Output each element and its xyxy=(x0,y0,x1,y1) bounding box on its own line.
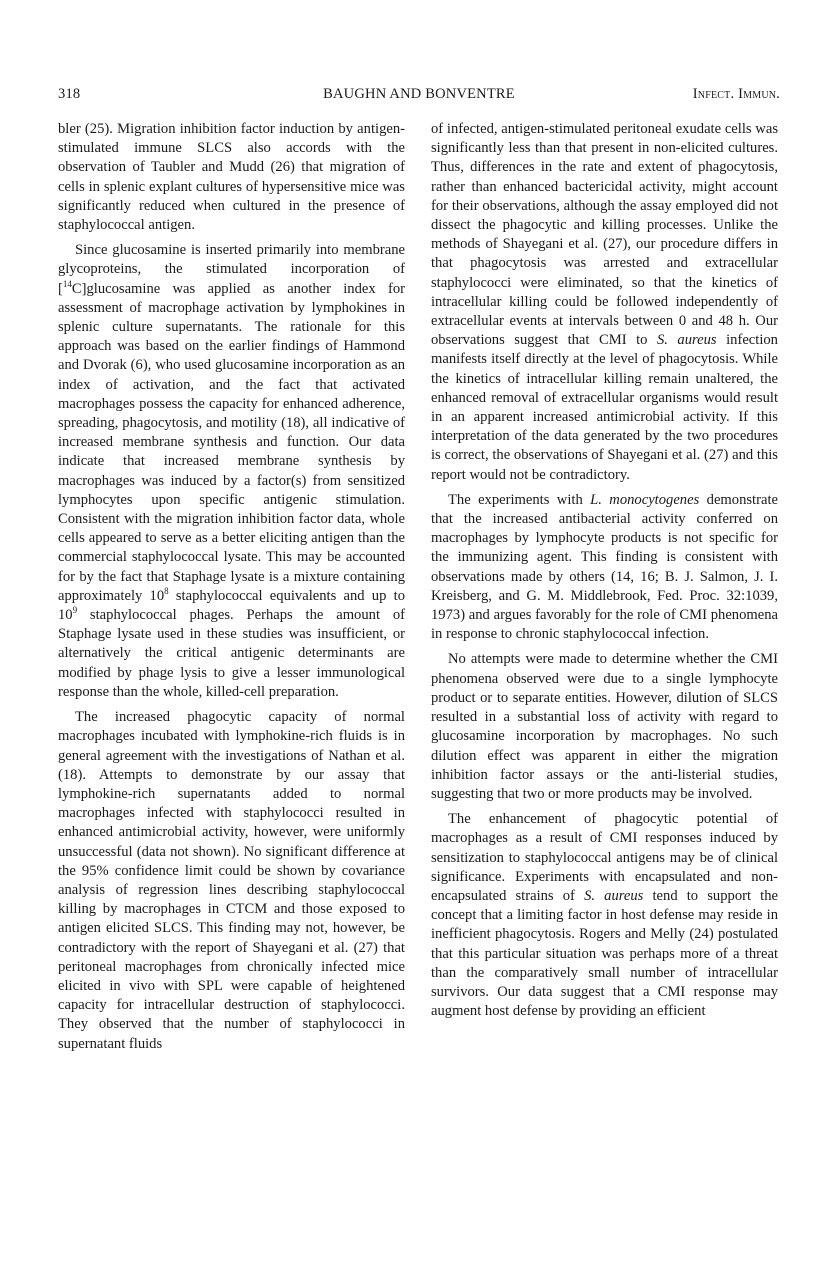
paragraph: The increased phagocytic capacity of normal macrophages incubated with lymphokine-rich fluids is in general agreement with the investigations of Nathan et al. (18). Attempts to demonstrate by our assay that lymphokine-rich supernatants added to normal macrophages infected with staphylococci resulted in enhanced antimicrobial activity, however, were uniformly unsuccessful (data not shown). No significant difference at the 95% confidence limit could be shown by covariance analysis of regression lines describing staphylococcal killing by macrophages in CTCM and those exposed to antigen elicited SLCS. This finding may not, however, be contradictory with the report of Shayegani et al. (27) that peritoneal macrophages from chronically infected mice elicited in vivo with SPL were capable of heightened capacity for intracellular destruction of staphylococci. They observed that the number of staphylococci in supernatant fluids xyxy=(58,709,405,1052)
paragraph: The experiments with L. monocytogenes demonstrate that the increased antibacterial activity conferred on macrophages by lymphocyte products is not specific for the immunizing agent. This finding is consistent with observations made by others (14, 16; B. J. Salmon, J. I. Kreisberg, and G. M. Middlebrook, Fed. Proc. 32:1039, 1973) and argues favorably for the role of CMI phenomena in response to chronic staphylococcal infection. xyxy=(431,491,778,643)
paragraph: The enhancement of phagocytic potential of macrophages as a result of CMI responses induced by sensitization to staphylococcal antigens may be of clinical significance. Experiments with encapsulated and non-encapsulated strains of S. aureus tend to support the concept that a limiting factor in host defense may reside in inefficient phagocytosis. Rogers and Melly (24) postulated that this particular situation was perhaps more of a threat than the comparatively small number of intracellular survivors. Our data suggest that a CMI response may augment host defense by providing an efficient xyxy=(431,811,779,1020)
left-column xyxy=(58,120,405,1054)
running-header xyxy=(58,86,780,108)
paragraph: bler (25). Migration inhibition factor induction by antigen-stimulated immune SLCS also accords with the observation of Taubler and Mudd (26) that migration of cells in splenic explant cultures of hypersensitive mice was significantly reduced when cultured in the presence of staphylococcal antigen. xyxy=(58,121,405,234)
right-column xyxy=(431,120,778,1021)
paragraph: Since glucosamine is inserted primarily into membrane glycoproteins, the stimulated incorporation of [$^{14}$C]glucosamine was applied as another index for assessment of macrophage activation by lymphokines in splenic culture supernatants. The rationale for this approach was based on the earlier findings of Hammond and Dvorak (6), who used glucosamine incorporation as an index of activation, and the fact that activated macrophages possess the capacity for enhanced adherence, spreading, phagocytosis, and motility (18), all indicative of increased membrane synthesis and function. Our data indicate that increased membrane synthesis by macrophages was induced by a factor(s) from sensitized lymphocytes upon specific antigenic stimulation. Consistent with the migration inhibition factor data, whole cells appeared to serve as a better eliciting antigen than the commercial staphylococcal lysate. This may be accounted for by the fact that Staphage lysate is a mixture containing approximately $10^8$ staphylococcal equivalents and up to $10^9$ staphylococcal phages. Perhaps the amount of Staphage lysate used in these studies was insufficient, or alternatively the critical antigenic determinants are modified by phage lysis to give a lesser immunological response than the whole, killed-cell preparation. xyxy=(58,242,405,700)
paragraph: No attempts were made to determine whether the CMI phenomena observed were due to a single lymphocyte product or to separate entities. However, dilution of SLCS resulted in a substantial loss of activity with regard to glucosamine incorporation by macrophages. No such dilution effect was apparent in either the migration inhibition factor assays or the anti-listerial studies, suggesting that two or more products may be involved. xyxy=(431,651,778,802)
running-authors: BAUGHN AND BONVENTRE xyxy=(323,86,515,102)
journal-name: Infect. Immun. xyxy=(692,86,780,102)
page-number: 318 xyxy=(58,86,81,102)
paragraph: of infected, antigen-stimulated peritoneal exudate cells was significantly less than that present in non-elicited cultures. Thus, differences in the rate and extent of phagocytosis, rather than enhanced bactericidal activity, might account for their observations, although the assay employed did not dissect the phagocytic and killing processes. Unlike the methods of Shayegani et al. (27), our procedure differs in that phagocytosis was arrested and extracellular staphylococci were eliminated, so that the kinetics of intracellular killing could be followed independently of extracellular events at intervals between 0 and 48 h. Our observations suggest that CMI to S. aureus infection manifests itself directly at the level of phagocytosis. While the kinetics of intracellular killing remain unaltered, the enhanced removal of extracellular organisms would result in an apparent increased antimicrobial activity. If this interpretation of the data generated by the two procedures is correct, the observations of Shayegani et al. (27) and this report would not be contradictory. xyxy=(431,121,778,483)
